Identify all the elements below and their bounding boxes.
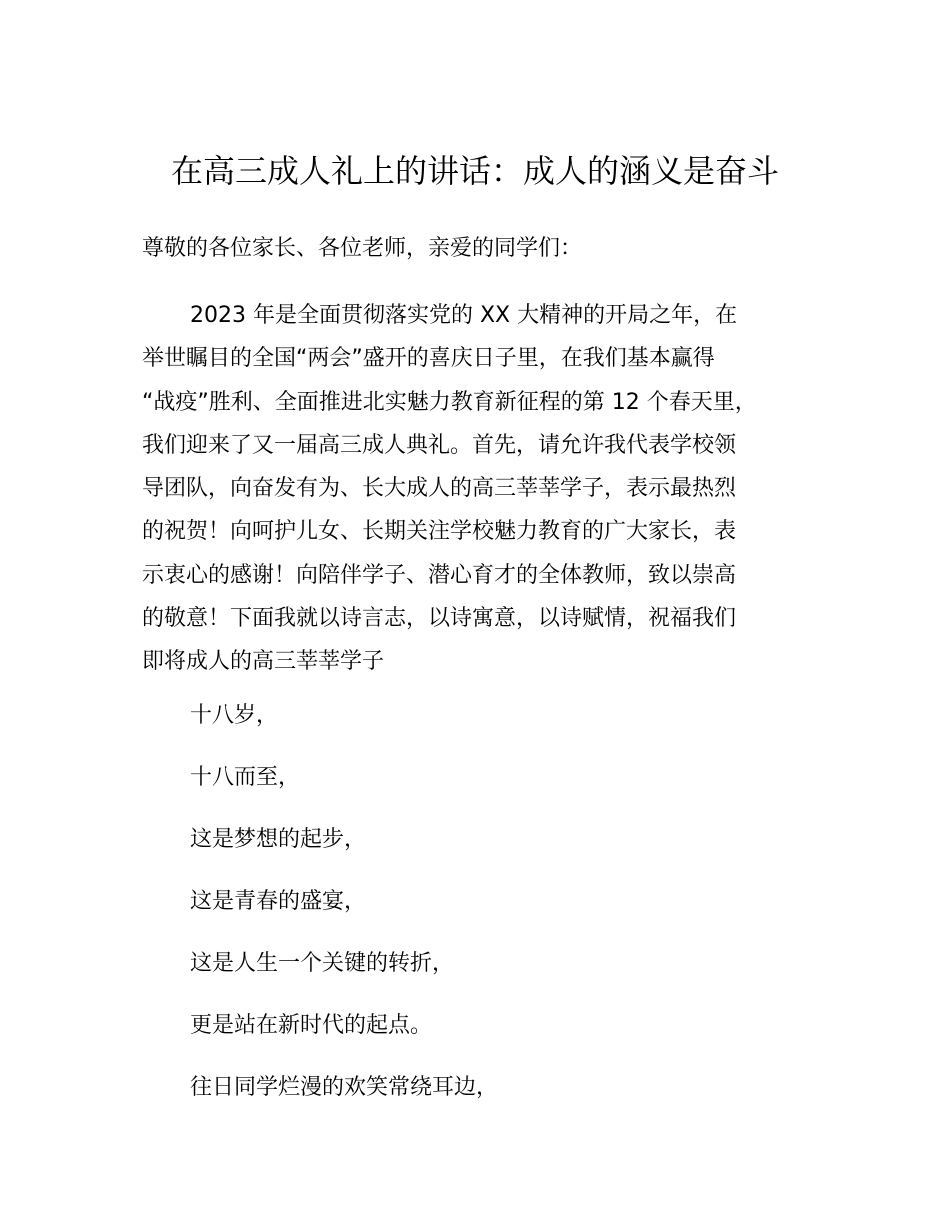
paragraph-line: 2023 年是全面贯彻落实党的 XX 大精神的开局之年，在 <box>190 303 738 328</box>
paragraph-line: 的敬意！下面我就以诗言志，以诗寓意，以诗赋情，祝福我们 <box>142 606 737 632</box>
paragraph-line: 示衷心的感谢！向陪伴学子、潜心育才的全体教师，致以崇高 <box>142 562 737 588</box>
verse-line: 更是站在新时代的起点。 <box>190 1013 433 1038</box>
verse-line: 这是梦想的起步， <box>190 827 367 852</box>
paragraph-line: “战疫”胜利、全面推进北实魅力教育新征程的第 12 个春天里， <box>142 389 757 415</box>
intro-paragraph <box>142 294 832 684</box>
paragraph-line: 导团队，向奋发有为、长大成人的高三莘莘学子，表示最热烈 <box>142 476 737 502</box>
paragraph-line: 举世瞩目的全国“两会”盛开的喜庆日子里，在我们基本赢得 <box>142 346 715 372</box>
verse-line: 十八岁， <box>190 703 279 728</box>
paragraph-line: 的祝贺！向呵护儿女、长期关注学校魅力教育的广大家长，表 <box>142 519 737 545</box>
paragraph-line: 我们迎来了又一届高三成人典礼。首先，请允许我代表学校领 <box>142 432 737 458</box>
verse-line: 十八而至， <box>190 765 301 790</box>
document-title: 在高三成人礼上的讲话：成人的涵义是奋斗 <box>170 152 779 190</box>
poem-verses <box>190 700 498 1134</box>
paragraph-line: 即将成人的高三莘莘学子 <box>142 649 385 675</box>
salutation: 尊敬的各位家长、各位老师，亲爱的同学们： <box>142 236 583 261</box>
verse-line: 这是青春的盛宴， <box>190 889 367 914</box>
verse-line: 往日同学烂漫的欢笑常绕耳边， <box>190 1075 499 1100</box>
verse-line: 这是人生一个关键的转折， <box>190 951 455 976</box>
